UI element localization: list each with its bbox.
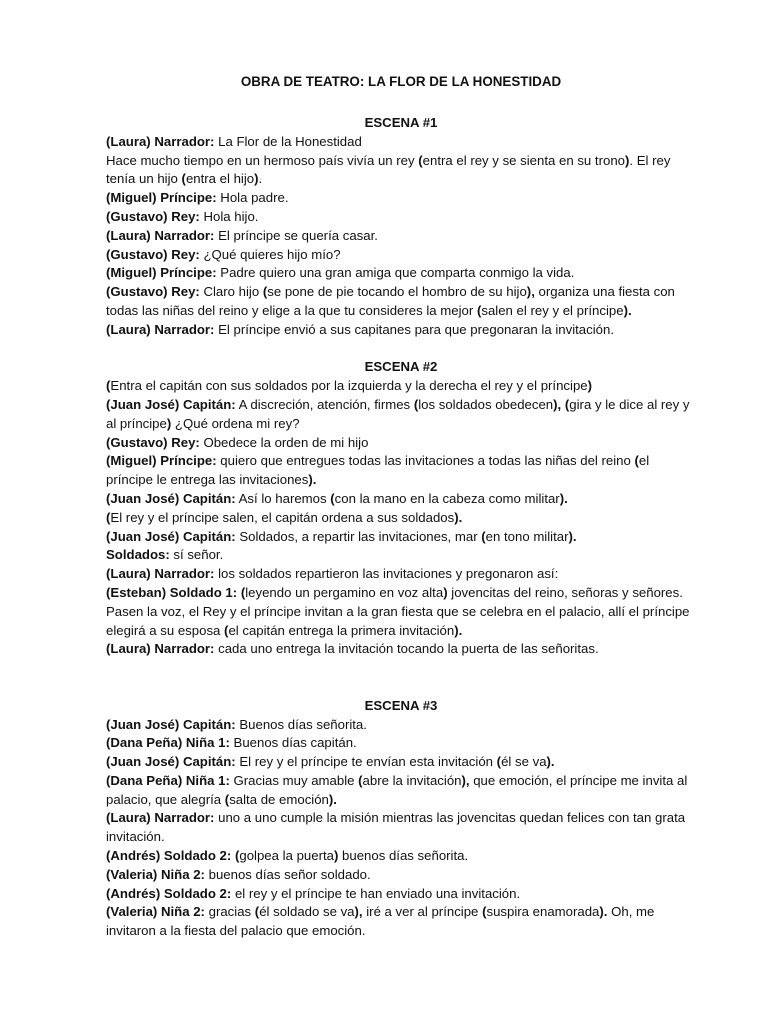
dialogue-line <box>106 264 696 283</box>
text-segment: Entra el capitán con sus soldados por la izquierda y la derecha el rey y el príncipe <box>110 378 588 394</box>
bold-segment: (Esteban) Soldado 1: <box>106 584 238 600</box>
text-segment: El príncipe se quería casar. <box>214 227 378 243</box>
bold-segment: (Juan José) Capitán: <box>106 716 236 732</box>
text-segment: entra el rey y se sienta en su trono <box>422 152 625 168</box>
bold-segment: ) <box>254 171 259 187</box>
text-segment: quiero que entregues todas las invitaciones a todas las niñas del reino <box>216 453 635 469</box>
text-segment: gira y le dice al rey y al príncipe <box>106 396 690 431</box>
bold-segment: ( <box>240 584 246 600</box>
bold-segment: (Laura) Narrador: <box>106 641 215 657</box>
dialogue-line <box>106 490 696 509</box>
text-segment: se pone de pie tocando el hombro de su hijo <box>267 284 527 300</box>
bold-segment: ( <box>254 904 260 920</box>
text-segment: . El rey tenía un hijo <box>106 152 671 187</box>
dialogue-line <box>106 227 696 246</box>
text-segment: salta de emoción <box>229 791 329 807</box>
text-segment: jovencitas del reino, señoras y señores. Pasen la voz, el Rey y el príncipe invitan a la gran fiesta que se celebra en el palacio, allí el príncipe elegirá a su esposa <box>106 584 690 638</box>
bold-segment: ). <box>568 528 577 544</box>
text-segment: ¿Qué quieres hijo mío? <box>199 246 341 262</box>
bold-segment: ), <box>526 284 535 300</box>
dialogue-line <box>106 377 696 396</box>
bold-segment: (Dana Peña) Niña 1: <box>106 735 230 751</box>
scene-heading: ESCENA #3 <box>364 697 438 713</box>
bold-segment: (Gustavo) Rey: <box>106 246 200 262</box>
text-segment: golpea la puerta <box>239 848 334 864</box>
text-segment: abre la invitación <box>362 772 462 788</box>
text-segment: gracias <box>204 904 255 920</box>
bold-segment: ( <box>634 453 639 469</box>
dialogue-line <box>106 133 696 152</box>
text-segment: el príncipe le entrega las invitaciones <box>106 453 650 488</box>
text-segment: Oh, me invitaron a la fiesta del palacio que emoción. <box>106 904 655 939</box>
bold-segment: (Valeria) Niña 2: <box>106 904 205 920</box>
bold-segment: ( <box>496 754 502 770</box>
bold-segment: (Gustavo) Rey: <box>106 208 200 224</box>
bold-segment: (Miguel) Príncipe: <box>106 453 217 469</box>
text-segment: . <box>258 171 263 187</box>
bold-segment: ( <box>234 848 240 864</box>
text-segment: suspira enamorada <box>486 904 600 920</box>
text-segment: organiza una fiesta con todas las niñas del reino y elige a la que tu consideres la mejor <box>106 284 675 318</box>
bold-segment: ) <box>443 584 448 600</box>
scene-spacer <box>106 659 696 697</box>
bold-segment: ( <box>476 302 482 318</box>
text-segment: El rey y el príncipe salen, el capitán ordena a sus soldados <box>110 509 455 525</box>
text-segment: él soldado se va <box>259 904 355 920</box>
scene-heading: ESCENA #2 <box>364 359 438 375</box>
bold-segment: (Juan José) Capitán: <box>106 528 236 544</box>
bold-segment: ( <box>481 528 486 544</box>
bold-segment: ( <box>181 171 186 187</box>
dialogue-line <box>106 434 696 453</box>
dialogue-line <box>106 528 696 547</box>
text-segment: los soldados obedecen <box>418 396 554 412</box>
bold-segment: (Dana Peña) Niña 1: <box>106 772 230 788</box>
bold-segment: ) <box>587 378 593 394</box>
dialogue-line <box>106 189 696 208</box>
text-segment: él se va <box>501 754 547 770</box>
dialogue-line <box>106 866 696 885</box>
bold-segment: ). <box>559 490 568 506</box>
text-segment: ¿Qué ordena mi rey? <box>171 415 300 431</box>
bold-segment: (Gustavo) Rey: <box>106 284 200 300</box>
text-segment: entra el hijo <box>185 171 255 187</box>
scene-spacer <box>106 340 696 359</box>
bold-segment: ( <box>482 904 487 920</box>
text-segment: El príncipe envió a sus capitanes para que pregonaran la invitación. <box>214 321 614 337</box>
bold-segment: ). <box>599 904 608 920</box>
bold-segment: (Laura) Narrador: <box>106 133 215 149</box>
bold-segment: (Gustavo) Rey: <box>106 434 200 450</box>
dialogue-line <box>106 903 696 941</box>
text-segment: que emoción, el príncipe me invita al palacio, que alegría <box>106 772 688 807</box>
bold-segment: ), <box>354 904 363 920</box>
text-segment: El rey y el príncipe te envían esta invitación <box>235 754 497 770</box>
bold-segment: ( <box>106 509 111 525</box>
text-segment: La Flor de la Honestidad <box>214 133 362 149</box>
dialogue-line <box>106 452 696 490</box>
dialogue-line <box>106 396 696 434</box>
text-segment: Así lo haremos <box>235 490 331 506</box>
bold-segment: ), <box>553 396 562 412</box>
dialogue-line <box>106 885 696 904</box>
dialogue-line <box>106 546 696 565</box>
dialogue-line <box>106 716 696 735</box>
bold-segment: ( <box>413 396 419 412</box>
document-title: OBRA DE TEATRO: LA FLOR DE LA HONESTIDAD <box>240 74 562 89</box>
bold-segment: (Laura) Narrador: <box>106 321 215 337</box>
text-segment: iré a ver al príncipe <box>362 904 483 920</box>
text-segment: los soldados repartieron las invitaciones y pregonaron así: <box>214 566 559 582</box>
bold-segment: ), <box>461 772 470 788</box>
bold-segment: ( <box>262 284 268 300</box>
text-segment: buenos días señor soldado. <box>204 866 371 882</box>
dialogue-line <box>106 772 696 810</box>
dialogue-line <box>106 584 696 640</box>
dialogue-line <box>106 847 696 866</box>
bold-segment: ). <box>623 302 632 318</box>
text-segment: Hace mucho tiempo en un hermoso país vivía un rey <box>106 152 419 168</box>
text-segment: Obedece la orden de mi hijo <box>199 434 369 450</box>
bold-segment: ). <box>454 509 463 525</box>
scene-1 <box>106 114 696 340</box>
text-segment: uno a uno cumple la misión mientras las jovencitas quedan felices con tan grata invitación. <box>106 810 686 845</box>
bold-segment: (Valeria) Niña 2: <box>106 866 205 882</box>
text-segment: el capitán entrega la primera invitación <box>228 622 455 638</box>
dialogue-line <box>106 283 696 321</box>
bold-segment: ) <box>333 848 339 864</box>
bold-segment: ( <box>106 378 111 394</box>
text-segment: salen el rey y el príncipe <box>481 302 624 318</box>
dialogue-line <box>106 734 696 753</box>
text-segment: Buenos días señorita. <box>235 716 367 732</box>
text-segment: Padre quiero una gran amiga que comparta conmigo la vida. <box>216 265 575 281</box>
bold-segment: (Miguel) Príncipe: <box>106 265 217 281</box>
bold-segment: ( <box>418 152 423 168</box>
scenes-container <box>106 114 696 941</box>
bold-segment: ). <box>328 791 337 807</box>
bold-segment: ( <box>564 396 570 412</box>
bold-segment: (Juan José) Capitán: <box>106 396 236 412</box>
text-segment: cada uno entrega la invitación tocando la puerta de las señoritas. <box>214 641 599 657</box>
text-segment: A discreción, atención, firmes <box>235 396 414 412</box>
text-segment: Soldados, a repartir las invitaciones, mar <box>235 528 482 544</box>
bold-segment: ) <box>166 415 172 431</box>
bold-segment: (Juan José) Capitán: <box>106 490 236 506</box>
bold-segment: (Andrés) Soldado 2: <box>106 848 232 864</box>
text-segment: Claro hijo <box>199 284 263 300</box>
text-segment: Hola padre. <box>216 190 289 206</box>
text-segment: con la mano en la cabeza como militar <box>334 490 560 506</box>
dialogue-line <box>106 640 696 659</box>
text-segment: sí señor. <box>169 547 224 563</box>
bold-segment: ( <box>224 791 230 807</box>
bold-segment: (Laura) Narrador: <box>106 227 215 243</box>
text-segment: el rey y el príncipe te han enviado una invitación. <box>231 885 521 901</box>
bold-segment: ( <box>330 490 335 506</box>
bold-segment: (Juan José) Capitán: <box>106 754 236 770</box>
dialogue-line <box>106 509 696 528</box>
scene-3 <box>106 697 696 941</box>
dialogue-line <box>106 809 696 847</box>
dialogue-line <box>106 321 696 340</box>
dialogue-line <box>106 152 696 190</box>
bold-segment: ( <box>224 622 229 638</box>
text-segment: en tono militar <box>485 528 569 544</box>
bold-segment: (Laura) Narrador: <box>106 810 215 826</box>
bold-segment: ( <box>358 772 363 788</box>
dialogue-line <box>106 565 696 584</box>
bold-segment: (Laura) Narrador: <box>106 566 215 582</box>
dialogue-line <box>106 753 696 772</box>
text-segment: buenos días señorita. <box>338 848 469 864</box>
bold-segment: (Andrés) Soldado 2: <box>106 885 232 901</box>
dialogue-line <box>106 208 696 227</box>
dialogue-line <box>106 246 696 265</box>
bold-segment: ). <box>308 472 317 488</box>
bold-segment: ). <box>546 754 555 770</box>
text-segment: leyendo un pergamino en voz alta <box>245 584 444 600</box>
bold-segment: ) <box>625 152 630 168</box>
bold-segment: Soldados: <box>106 547 170 563</box>
text-segment: Hola hijo. <box>199 208 259 224</box>
text-segment: Gracias muy amable <box>229 772 359 788</box>
bold-segment: ). <box>454 622 463 638</box>
scene-heading: ESCENA #1 <box>364 115 438 130</box>
text-segment: Buenos días capitán. <box>229 735 357 751</box>
scene-2 <box>106 358 696 659</box>
bold-segment: (Miguel) Príncipe: <box>106 190 217 206</box>
